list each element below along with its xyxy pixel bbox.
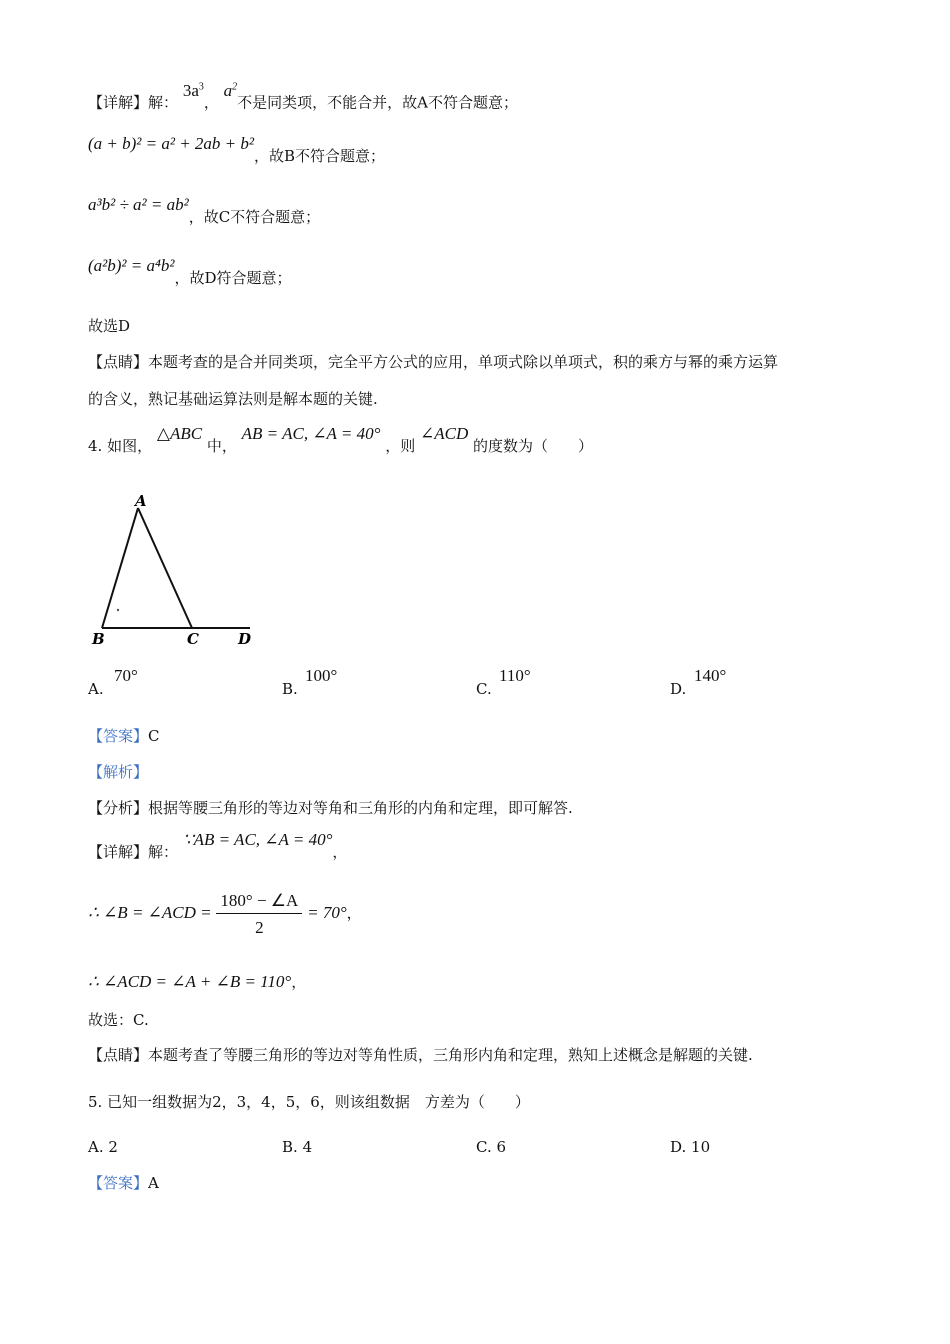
q3-math-c: a³b² ÷ a² = ab² (88, 195, 189, 214)
q4-condition: AB = AC, ∠A = 40° (241, 424, 381, 443)
q4-option-d-letter: D. (670, 680, 687, 698)
q3-detail-line4 (88, 256, 292, 288)
q4-triangle: △ABC (156, 424, 203, 443)
q5-stem-text: 已知一组数据为2，3，4，5，6，则该组数据 方差为（ ） (107, 1093, 530, 1111)
q4-option-c-value: 110° (499, 666, 531, 685)
q3-detail-line2 (88, 134, 386, 166)
q3-math-d: (a²b)² = a⁴b² (88, 256, 175, 275)
answer-tag: 【答案】 (88, 1174, 149, 1192)
speck (117, 609, 119, 611)
fraction-denominator: 2 (255, 917, 264, 937)
q3-line2-text: ，故B不符合题意； (254, 147, 386, 165)
q4-angle: ∠ACD (419, 424, 469, 443)
fraction-numerator: 180° − ∠A (216, 891, 302, 914)
step2-left: ∴ ∠B = ∠ACD = (88, 903, 212, 922)
label-d: D (238, 630, 252, 648)
comma: ， (346, 904, 362, 922)
comma: ， (203, 93, 219, 112)
q5-option-c: C. 6 (476, 1138, 507, 1156)
side-ab (102, 508, 138, 628)
q4-detail-step3 (88, 972, 306, 992)
comma: ， (332, 843, 348, 861)
detail-tag: 【详解】 (88, 843, 149, 861)
q3-line1-text: 不是同类项，不能合并，故A不符合题意； (237, 93, 518, 112)
q4-option-a-letter: A. (88, 680, 104, 698)
step3-math: ∴ ∠ACD = ∠A + ∠B = 110° (88, 972, 292, 991)
triangle-figure (88, 490, 268, 650)
q3-line4-text: ，故D符合题意； (174, 269, 292, 287)
answer-value: C (148, 727, 160, 745)
stem-text: ，则 (385, 437, 416, 455)
expr-a2: $a^2$ (223, 80, 238, 100)
q4-option-a-value: 70° (114, 666, 138, 685)
q4-option-c-letter: C. (476, 680, 492, 698)
q4-option-d-value: 140° (694, 666, 727, 685)
q3-line3-text: ，故C不符合题意； (188, 208, 321, 226)
fenxi-text: 根据等腰三角形的等边对等角和三角形的内角和定理，即可解答. (148, 799, 573, 817)
q3-detail-line1 (88, 80, 518, 113)
q4-conclusion: 故选：C. (88, 1011, 149, 1029)
q5-answer (88, 1173, 159, 1193)
side-ac (138, 508, 192, 628)
q3-conclusion: 故选D (88, 317, 131, 335)
q5-option-a: A. 2 (88, 1138, 118, 1156)
q4-detail-step1 (88, 830, 348, 862)
q3-comment-line2: 的含义，熟记基础运算法则是解本题的关键. (88, 390, 378, 408)
q5-option-b: B. 4 (282, 1138, 313, 1156)
detail-lead: 解： (148, 93, 179, 112)
q4-stem (88, 424, 594, 456)
q4-comment (88, 1045, 753, 1065)
step2-fraction (216, 891, 302, 938)
label-a: A (135, 492, 147, 510)
label-b: B (92, 630, 105, 648)
q4-number: 4. (88, 437, 103, 455)
q3-comment (88, 352, 778, 372)
comment-line1: 本题考查的是合并同类项，完全平方公式的应用，单项式除以单项式，积的乘方与幂的乘方运算 (148, 353, 779, 371)
detail-lead: 解： (148, 843, 179, 861)
q4-detail-step2 (88, 888, 362, 938)
stem-text: 中， (206, 437, 237, 455)
stem-text: 的度数为（ ） (473, 437, 594, 455)
comment-tag: 【点睛】 (88, 1046, 149, 1064)
step2-right: = 70° (307, 903, 347, 922)
detail-tag: 【详解】 (88, 93, 149, 112)
q3-math-b: (a + b)² = a² + 2ab + b² (88, 134, 254, 153)
q4-answer (88, 726, 160, 746)
stem-text: 如图， (107, 437, 153, 455)
q3-detail-line3 (88, 195, 321, 227)
comment-tag: 【点睛】 (88, 353, 149, 371)
q5-option-d: D. 10 (670, 1138, 711, 1156)
q5-stem (88, 1092, 530, 1112)
q4-fenxi (88, 798, 573, 818)
expr-3a: $3a^3$ (182, 80, 204, 100)
answer-tag: 【答案】 (88, 727, 149, 745)
q4-option-b-value: 100° (305, 666, 338, 685)
step1-math: ∵AB = AC, ∠A = 40° (182, 830, 333, 849)
label-c: C (187, 630, 199, 648)
comment-text: 本题考查了等腰三角形的等边对等角性质，三角形内角和定理，熟知上述概念是解题的关键. (148, 1046, 753, 1064)
q4-analysis-tag: 【解析】 (88, 763, 149, 781)
comma: ， (291, 973, 307, 991)
q4-option-b-letter: B. (282, 680, 298, 698)
q5-number: 5. (88, 1093, 103, 1111)
fenxi-tag: 【分析】 (88, 799, 149, 817)
answer-value: A (148, 1174, 159, 1192)
